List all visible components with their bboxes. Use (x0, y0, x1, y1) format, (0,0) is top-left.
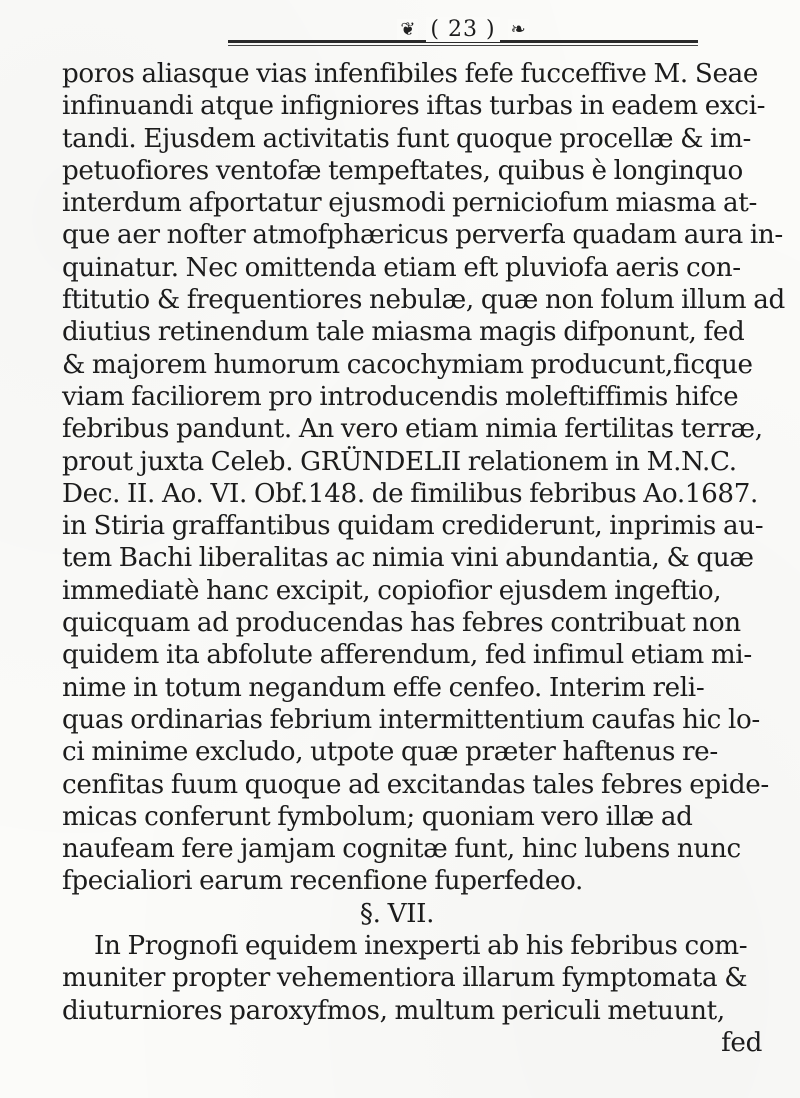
text-line: interdum afportatur ejusmodi perniciofum miasma at- (62, 188, 757, 219)
text-line: cenfitas fuum quoque ad excitandas tales febres epide- (62, 769, 769, 800)
text-line: muniter propter vehementiora illarum fymptomata & (62, 963, 748, 994)
text-line: quidem ita abfolute afferendum, fed infimul etiam mi- (62, 640, 752, 671)
text-line: petuofiores ventofæ tempeftates, quibus è longinquo (62, 155, 743, 186)
text-line: quinatur. Nec omittenda etiam eft pluviofa aeris con- (62, 252, 741, 283)
text-line: quas ordinarias febrium intermittentium caufas hic lo- (62, 704, 760, 735)
header-rule-thin (228, 45, 698, 46)
fleuron-left-icon: ❦ (397, 19, 418, 40)
text-line: prout juxta Celeb. GRÜNDELII relationem in M.N.C. (62, 446, 737, 477)
text-line: micas conferunt fymbolum; quoniam vero illæ ad (62, 801, 693, 832)
fleuron-right-icon: ❧ (508, 19, 529, 40)
text-line: diutius retinendum tale miasma magis difponunt, fed (62, 317, 745, 348)
text-line: In Prognofi equidem inexperti ab his febribus com- (94, 931, 748, 962)
body-text (62, 58, 785, 1059)
page-number: ( 23 ) (426, 17, 499, 42)
text-line: fpecialiori earum recenfione fuperfedeo. (62, 866, 583, 897)
text-line: viam faciliorem pro introducendis moleftiffimis hifce (62, 381, 739, 412)
running-header (228, 14, 698, 54)
text-line: diuturniores paroxyfmos, multum periculi metuunt, (62, 995, 725, 1026)
text-line: & majorem humorum cacochymiam producunt,ficque (62, 349, 753, 380)
text-line: Dec. II. Ao. VI. Obf.148. de fimilibus febribus Ao.1687. (62, 478, 759, 509)
text-line: tem Bachi liberalitas ac nimia vini abundantia, & quæ (62, 543, 754, 574)
text-line: infinuandi atque infigniores iftas turbas in eadem exci- (62, 91, 766, 122)
text-line: ci minime excludo, utpote quæ præter haftenus re- (62, 737, 718, 768)
text-line: in Stiria graffantibus quidam crediderunt, inprimis au- (62, 511, 764, 542)
text-line: immediatè hanc excipit, copiofior ejusdem ingeftio, (62, 575, 722, 606)
text-line: que aer nofter atmofphæricus perverfa quadam aura in- (62, 220, 783, 251)
text-line: ftitutio & frequentiores nebulæ, quæ non folum illum ad (62, 285, 785, 316)
text-line: nime in totum negandum effe cenfeo. Interim reli- (62, 672, 705, 703)
header-inner (228, 14, 698, 44)
text-line: poros aliasque vias infenfibiles fefe fucceffive M. Seae (62, 59, 759, 89)
text-line: naufeam fere jamjam cognitæ funt, hinc lubens nunc (62, 834, 741, 865)
catchword: fed (721, 1027, 762, 1058)
text-line: quicquam ad producendas has febres contribuat non (62, 608, 741, 639)
section-heading: §. VII. (359, 898, 435, 929)
text-line: febribus pandunt. An vero etiam nimia fertilitas terræ, (62, 414, 763, 445)
text-line: tandi. Ejusdem activitatis funt quoque procellæ & im- (62, 123, 752, 154)
